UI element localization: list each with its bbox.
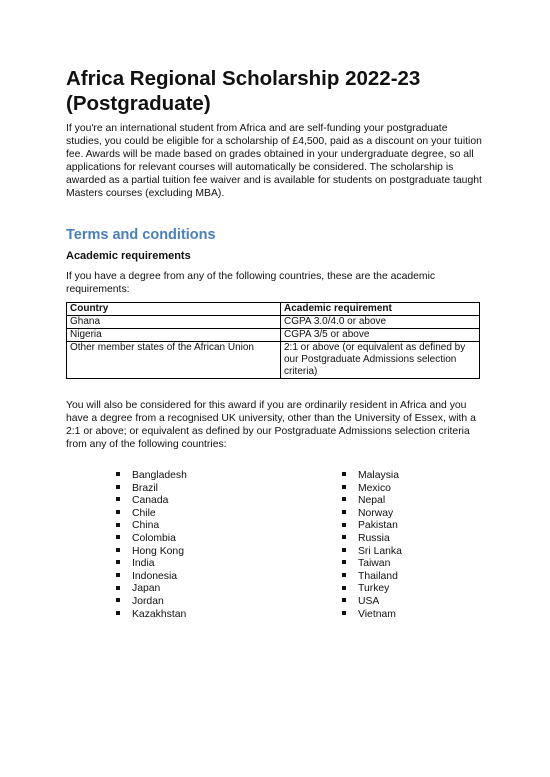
list-item bbox=[342, 495, 402, 508]
bullet-icon bbox=[342, 548, 346, 552]
country-name: Chile bbox=[132, 507, 156, 519]
bullet-icon bbox=[342, 598, 346, 602]
title-line-2: (Postgraduate) bbox=[66, 92, 211, 115]
list-item bbox=[342, 571, 402, 584]
table-cell-country: Ghana bbox=[67, 316, 281, 329]
country-name: Pakistan bbox=[358, 520, 398, 532]
table-row bbox=[67, 329, 480, 342]
resident-paragraph: You will also be considered for this award if you are ordinarily resident in Africa and you have a degree from a recognised UK university, other than the University of Essex, with a 2:1 or above; or equivalent as defined by our Postgraduate Admissions selection criteria from any of the following countries: bbox=[66, 400, 476, 450]
list-item bbox=[116, 609, 187, 622]
bullet-icon bbox=[116, 497, 120, 501]
list-item bbox=[116, 483, 187, 496]
bullet-icon bbox=[342, 485, 346, 489]
table-cell-requirement: CGPA 3.0/4.0 or above bbox=[281, 316, 480, 329]
country-name: India bbox=[132, 558, 155, 570]
bullet-icon bbox=[116, 485, 120, 489]
country-name: Russia bbox=[358, 532, 390, 544]
bullet-icon bbox=[342, 497, 346, 501]
bullet-icon bbox=[342, 510, 346, 514]
list-item bbox=[116, 571, 187, 584]
list-item bbox=[116, 546, 187, 559]
bullet-icon bbox=[116, 548, 120, 552]
country-name: Vietnam bbox=[358, 608, 396, 620]
table-cell-country: Nigeria bbox=[67, 329, 281, 342]
country-name: USA bbox=[358, 595, 380, 607]
bullet-icon bbox=[116, 573, 120, 577]
list-item bbox=[116, 470, 187, 483]
country-name: Jordan bbox=[132, 595, 164, 607]
list-item bbox=[342, 596, 402, 609]
table-row bbox=[67, 316, 480, 329]
country-name: Mexico bbox=[358, 482, 391, 494]
bullet-icon bbox=[342, 560, 346, 564]
bullet-icon bbox=[116, 598, 120, 602]
table-cell-requirement: 2:1 or above (or equivalent as defined by our Postgraduate Admissions selection criteria) bbox=[281, 342, 480, 379]
bullet-icon bbox=[116, 523, 120, 527]
country-name: Kazakhstan bbox=[132, 608, 187, 620]
list-item bbox=[116, 520, 187, 533]
table-cell-requirement: CGPA 3/5 or above bbox=[281, 329, 480, 342]
country-name: Bangladesh bbox=[132, 470, 187, 481]
country-name: Japan bbox=[132, 583, 161, 595]
table-cell-country: Other member states of the African Union bbox=[67, 342, 281, 379]
bullet-icon bbox=[342, 586, 346, 590]
country-list-right bbox=[342, 470, 402, 621]
requirements-table bbox=[66, 302, 480, 379]
list-item bbox=[116, 596, 187, 609]
document-content bbox=[66, 66, 486, 630]
bullet-icon bbox=[116, 510, 120, 514]
list-item bbox=[116, 495, 187, 508]
country-list-left bbox=[116, 470, 187, 621]
country-name: Sri Lanka bbox=[358, 545, 402, 557]
list-item bbox=[342, 609, 402, 622]
country-name: Indonesia bbox=[132, 570, 178, 582]
table-header-row bbox=[67, 303, 480, 316]
bullet-icon bbox=[116, 586, 120, 590]
country-lists bbox=[66, 470, 486, 630]
list-item bbox=[342, 533, 402, 546]
bullet-icon bbox=[116, 472, 120, 476]
intro-paragraph: If you're an international student from Africa and are self-funding your postgraduate studies, you could be eligible for a scholarship of £4,500, paid as a discount on your tuition fee. Awards will be made based on grades obtained in your undergraduate degree, so all applications for relevant courses will automatically be considered. The scholarship is awarded as a partial tuition fee waiver and is available for students on postgraduate taught Masters courses (excluding MBA). bbox=[66, 123, 482, 199]
academic-requirements-heading: Academic requirements bbox=[66, 250, 191, 262]
list-item bbox=[342, 483, 402, 496]
country-name: Taiwan bbox=[358, 558, 391, 570]
country-name: Turkey bbox=[358, 583, 390, 595]
country-name: China bbox=[132, 520, 160, 532]
country-name: Malaysia bbox=[358, 470, 399, 481]
list-item bbox=[342, 508, 402, 521]
bullet-icon bbox=[342, 573, 346, 577]
country-name: Nepal bbox=[358, 495, 386, 507]
bullet-icon bbox=[342, 535, 346, 539]
country-name: Norway bbox=[358, 507, 394, 519]
country-name: Hong Kong bbox=[132, 545, 184, 557]
list-item bbox=[116, 558, 187, 571]
country-name: Thailand bbox=[358, 570, 398, 582]
bullet-icon bbox=[342, 611, 346, 615]
terms-heading: Terms and conditions bbox=[66, 227, 216, 243]
bullet-icon bbox=[116, 611, 120, 615]
title-line-1: Africa Regional Scholarship 2022-23 bbox=[66, 67, 421, 90]
list-item bbox=[342, 520, 402, 533]
table-header-requirement: Academic requirement bbox=[281, 303, 480, 316]
list-item bbox=[342, 558, 402, 571]
list-item bbox=[342, 583, 402, 596]
list-item bbox=[116, 508, 187, 521]
country-name: Canada bbox=[132, 495, 169, 507]
academic-intro-paragraph: If you have a degree from any of the following countries, these are the academic requirements: bbox=[66, 271, 436, 295]
bullet-icon bbox=[342, 523, 346, 527]
bullet-icon bbox=[116, 535, 120, 539]
list-item bbox=[342, 546, 402, 559]
bullet-icon bbox=[116, 560, 120, 564]
table-header-country: Country bbox=[67, 303, 281, 316]
list-item bbox=[116, 533, 187, 546]
country-name: Brazil bbox=[132, 482, 158, 494]
list-item bbox=[342, 470, 402, 483]
bullet-icon bbox=[342, 472, 346, 476]
list-item bbox=[116, 583, 187, 596]
page-title bbox=[66, 66, 486, 116]
country-name: Colombia bbox=[132, 532, 176, 544]
table-row bbox=[67, 342, 480, 379]
